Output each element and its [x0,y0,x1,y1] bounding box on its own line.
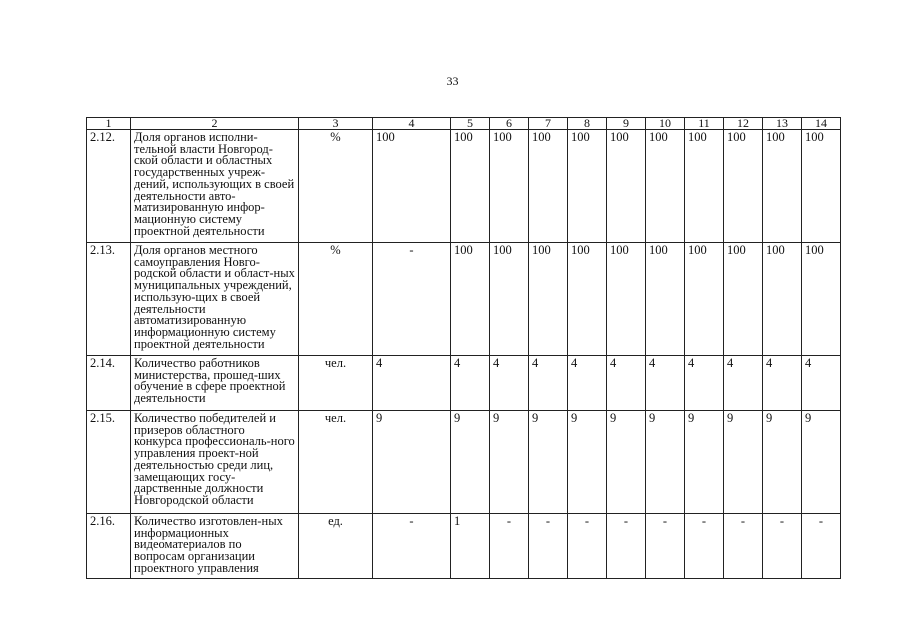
value-cell: 4 [763,356,802,411]
table-row [87,243,841,356]
value-cell: 100 [490,130,529,243]
table-row [87,356,841,411]
column-number-header [87,118,841,130]
table-row [87,130,841,243]
value-cell: 100 [529,130,568,243]
value-cell: 4 [451,356,490,411]
row-number: 2.15. [87,411,131,514]
value-cell: 100 [568,130,607,243]
value-cell: - [568,514,607,579]
value-cell: - [763,514,802,579]
column-number: 1 [87,118,131,130]
indicator-description: Доля органов местного самоуправления Новго-родской области и област-ных муниципальных учреждений, использую-щих в своей деятельности автоматизированную информационную систему проектной деятельности [131,243,299,356]
value-cell: 100 [763,243,802,356]
unit-of-measure: чел. [299,356,373,411]
column-number: 11 [685,118,724,130]
value-cell: 9 [490,411,529,514]
value-cell: 9 [646,411,685,514]
column-number: 6 [490,118,529,130]
column-number: 14 [802,118,841,130]
value-cell: 9 [763,411,802,514]
unit-of-measure: чел. [299,411,373,514]
value-cell: 100 [724,130,763,243]
value-cell: - [373,243,451,356]
value-cell: 9 [529,411,568,514]
value-cell: 100 [763,130,802,243]
value-cell: 4 [607,356,646,411]
value-cell: - [490,514,529,579]
value-cell: 9 [373,411,451,514]
table-row [87,514,841,579]
value-cell: 100 [568,243,607,356]
value-cell: 9 [568,411,607,514]
value-cell: 4 [724,356,763,411]
column-number: 7 [529,118,568,130]
value-cell: 9 [802,411,841,514]
value-cell: 4 [490,356,529,411]
value-cell: - [373,514,451,579]
value-cell: 1 [451,514,490,579]
indicator-description: Количество победителей и призеров областного конкурса профессиональ-ного управления проект-ной деятельностью среди лиц, замещающих госу-дарственные должности Новгородской области [131,411,299,514]
value-cell: 9 [724,411,763,514]
value-cell: 100 [724,243,763,356]
column-number: 8 [568,118,607,130]
column-number: 5 [451,118,490,130]
value-cell: 100 [646,130,685,243]
value-cell: 100 [451,243,490,356]
value-cell: 100 [646,243,685,356]
column-number: 2 [131,118,299,130]
value-cell: 4 [685,356,724,411]
value-cell: - [529,514,568,579]
value-cell: - [802,514,841,579]
value-cell: 4 [646,356,685,411]
value-cell: - [607,514,646,579]
table-row [87,411,841,514]
page-number: 33 [446,74,459,88]
value-cell: 9 [451,411,490,514]
row-number: 2.13. [87,243,131,356]
column-number: 12 [724,118,763,130]
row-number: 2.14. [87,356,131,411]
value-cell: 9 [607,411,646,514]
value-cell: - [724,514,763,579]
value-cell: - [646,514,685,579]
column-number: 13 [763,118,802,130]
value-cell: 100 [685,130,724,243]
value-cell: 100 [802,130,841,243]
unit-of-measure: % [299,243,373,356]
row-number: 2.12. [87,130,131,243]
value-cell: 100 [607,243,646,356]
column-number: 3 [299,118,373,130]
value-cell: 100 [529,243,568,356]
column-number: 4 [373,118,451,130]
column-number: 9 [607,118,646,130]
unit-of-measure: % [299,130,373,243]
indicator-description: Доля органов исполни-тельной власти Новгород-ской области и областных государственных учреж-дений, использующих в своей деятельности авто-матизированную инфор-мационную систему проектной деятельности [131,130,299,243]
value-cell: 100 [685,243,724,356]
row-number: 2.16. [87,514,131,579]
value-cell: 100 [373,130,451,243]
value-cell: - [685,514,724,579]
column-number: 10 [646,118,685,130]
value-cell: 4 [529,356,568,411]
indicator-description: Количество работников министерства, прошед-ших обучение в сфере проектной деятельности [131,356,299,411]
value-cell: 100 [607,130,646,243]
unit-of-measure: ед. [299,514,373,579]
indicator-description: Количество изготовлен-ных информационных видеоматериалов по вопросам организации проектного управления [131,514,299,579]
value-cell: 100 [451,130,490,243]
indicators-table [86,117,841,579]
value-cell: 9 [685,411,724,514]
value-cell: 4 [802,356,841,411]
value-cell: 100 [490,243,529,356]
value-cell: 4 [373,356,451,411]
value-cell: 100 [802,243,841,356]
value-cell: 4 [568,356,607,411]
